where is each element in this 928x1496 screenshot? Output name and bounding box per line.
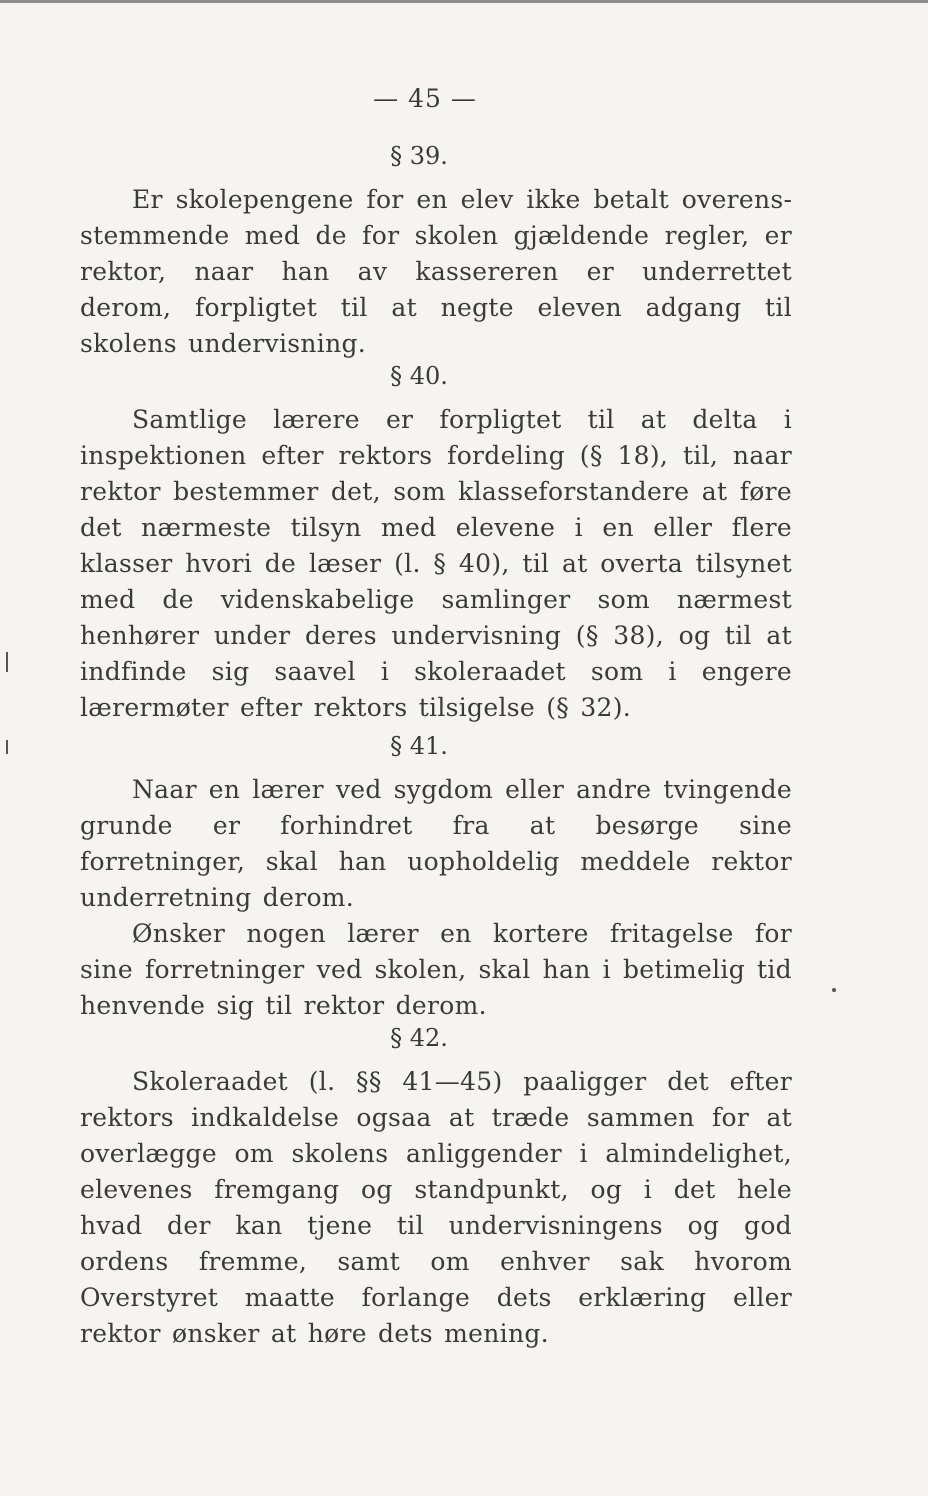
page-top-edge <box>0 0 928 3</box>
margin-mark <box>6 740 8 754</box>
page-number: — 45 — <box>373 84 477 113</box>
section-42 <box>80 1024 792 1352</box>
section-paragraph: Samtlige lærere er forpligtet til at delta i inspektionen efter rektors fordeling (§ 18), til, naar rektor bestemmer det, som klasseforstandere at føre det nærmeste tilsyn med elevene i en eller flere klasser hvori de læser (l. § 40), til at overta tilsynet med de videnskabelige samlinger som nærmest henhører under deres undervisning (§ 38), og til at indfinde sig saavel i skoleraadet som i engere lærermøter efter rektors tilsigelse (§ 32). <box>80 405 792 722</box>
section-41 <box>80 732 792 1024</box>
ink-speck <box>832 988 836 992</box>
section-paragraph: Er skolepengene for en elev ikke betalt overensstemmende med de for skolen gjældende regler, er rektor, naar han av kassereren er underrettet derom, forpligtet til at negte eleven adgang til skolens undervisning. <box>80 185 792 358</box>
section-heading: § 41. <box>390 732 448 760</box>
section-paragraph: Ønsker nogen lærer en kortere fritagelse for sine forretninger ved skolen, skal han i betimelig tid henvende sig til rektor derom. <box>80 919 792 1020</box>
section-paragraph: Naar en lærer ved sygdom eller andre tvingende grunde er forhindret fra at besørge sine forretninger, skal han uopholdelig meddele rektor underretning derom. <box>80 775 792 912</box>
section-heading: § 42. <box>390 1024 448 1052</box>
section-heading: § 40. <box>390 362 448 390</box>
margin-mark <box>6 652 8 672</box>
section-heading: § 39. <box>390 142 448 170</box>
section-39 <box>80 142 792 362</box>
section-40 <box>80 362 792 726</box>
section-paragraph: Skoleraadet (l. §§ 41—45) paaligger det efter rektors indkaldelse ogsaa at træde sammen for at overlægge om skolens anliggender i almindelighet, elevenes fremgang og standpunkt, og i det hele hvad der kan tjene til undervisningens og god ordens fremme, samt om enhver sak hvorom Overstyret maatte forlange dets erklæring eller rektor ønsker at høre dets mening. <box>80 1067 792 1348</box>
